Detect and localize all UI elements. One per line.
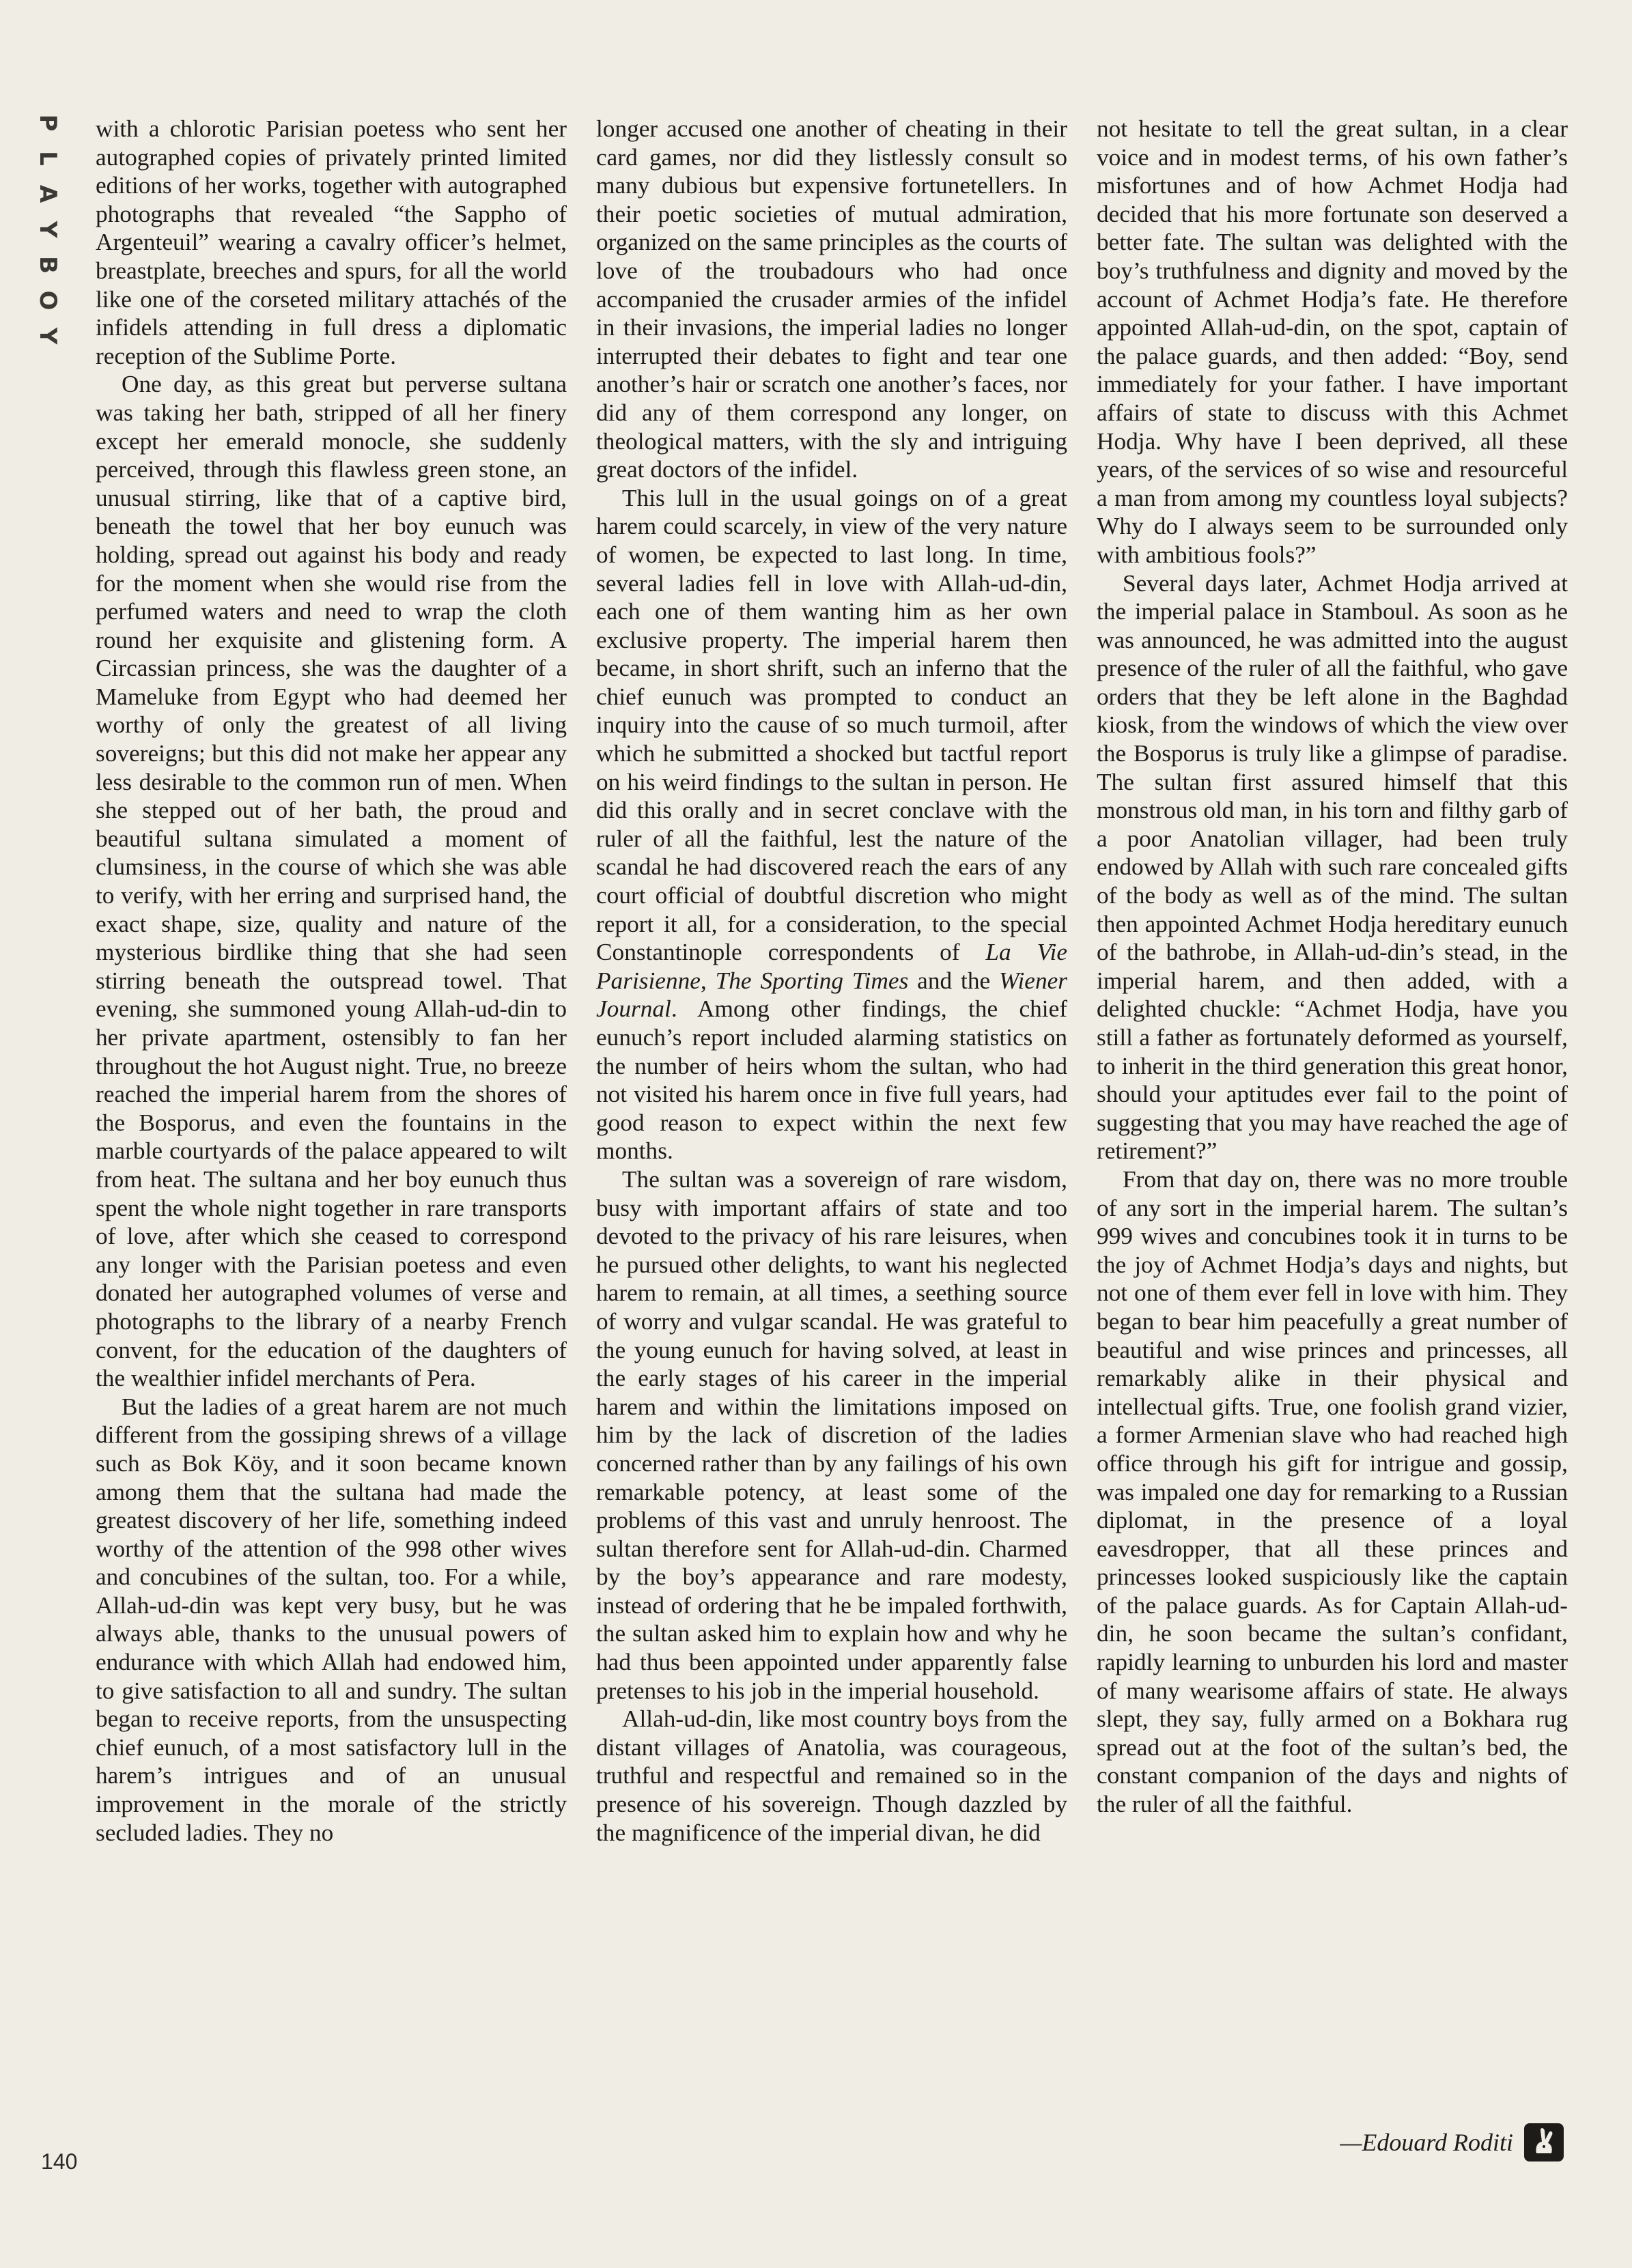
paragraph-text: . Among other findings, the chief eunuch’s report included alarming statistics on the number of heirs whom the sultan, who had not visited his harem once in five full years, had good reason to expect within the next few months. xyxy=(596,995,1067,1165)
masthead-letter: L xyxy=(34,151,61,166)
paragraph: From that day on, there was no more trouble of any sort in the imperial harem. The sultan’s 999 wives and concubines took it in turns to be the joy of Achmet Hodja’s days and nights, but not one of them ever fell in love with him. They began to bear him peacefully a great number of beautiful and wise princes and princesses, all remarkably alike in their physical and intellectual gifts. True, one foolish grand vizier, a former Armenian slave who had reached high office through his gift for intrigue and gossip, was impaled one day for remarking to a Russian diplomat, in the presence of a loyal eavesdropper, that all these princes and princesses looked suspiciously like the captain of the palace guards. As for Captain Allah-ud-din, he soon became the sultan’s confidant, rapidly learning to unburden his lord and master of many wearisome affairs of state. He always slept, they say, fully armed on a Bokhara rug spread out at the foot of the sultan’s bed, the constant companion of the days and nights of the ruler of all the faithful. xyxy=(1097,1165,1568,1818)
paragraph: Several days later, Achmet Hodja arrived at the imperial palace in Stamboul. As soon as he was announced, he was admitted into the august presence of the ruler of all the faithful, who gave orders that they be left alone in the Baghdad kiosk, from the windows of which the view over the Bosporus is truly like a glimpse of paradise. The sultan first assured himself that this monstrous old man, in his torn and filthy garb of a poor Anatolian villager, had been truly endowed by Allah with such rare concealed gifts of the body as well as of the mind. The sultan then appointed Achmet Hodja hereditary eunuch of the bathrobe, in Allah-ud-din’s stead, in the imperial harem, and then added, with a delighted chuckle: “Achmet Hodja, have you still a father as fortunately deformed as yourself, to inherit in the third generation this great honor, should your aptitudes ever fail to the point of suggesting that you may have reached the age of retirement?” xyxy=(1097,569,1568,1165)
publication-title: The Sporting Times xyxy=(715,967,909,994)
author-byline xyxy=(1340,2123,1564,2161)
separator-text: and the xyxy=(908,967,1000,994)
paragraph-with-titles xyxy=(596,484,1067,1165)
page-number: 140 xyxy=(41,2149,78,2174)
paragraph: The sultan was a sovereign of rare wisdom, busy with important affairs of state and too devoted to the privacy of his rare leisures, when he pursued other delights, to want his neglected harem to remain, at all times, a seething source of worry and vulgar scandal. He was grateful to the young eunuch for having solved, at least in the early stages of his career in the imperial harem and within the limitations imposed on him by the lack of discretion of the ladies concerned rather than by any failings of his own remarkable potency, at least some of the problems of this vast and unruly henroost. The sultan therefore sent for Allah-ud-din. Charmed by the boy’s appearance and rare modesty, instead of ordering that he be impaled forthwith, the sultan asked him to explain how and why he had thus been appointed under apparently false pretenses to his job in the imperial household. xyxy=(596,1165,1067,1704)
publication-title: La Vie Parisienne xyxy=(596,939,1067,994)
separator-text: , xyxy=(700,967,716,994)
bunny-logo-icon xyxy=(1524,2123,1564,2161)
author-name: —Edouard Roditi xyxy=(1340,2129,1513,2156)
paragraph: But the ladies of a great harem are not much different from the gossiping shrews of a village such as Bok Köy, and it soon became known among them that the sultana had made the greatest discovery of her life, something indeed worthy of the attention of the 998 other wives and concubines of the sultan, too. For a while, Allah-ud-din was kept very busy, but he was always able, thanks to the unusual powers of endurance with which Allah had endowed him, to give satisfaction to all and sundry. The sultan began to receive reports, from the unsuspecting chief eunuch, of a most satisfactory lull in the harem’s intrigues and of an unusual improvement in the morale of the strictly secluded ladies. They no xyxy=(96,1393,567,1846)
text-column-1 xyxy=(96,115,567,1847)
text-column-2 xyxy=(596,115,1067,1847)
paragraph: One day, as this great but perverse sultana was taking her bath, stripped of all her finery except her emerald monocle, she suddenly perceived, through this flawless green stone, an unusual stirring, like that of a captive bird, beneath the towel that her boy eunuch was holding, spread out against his body and ready for the moment when she would rise from the perfumed waters and need to wrap the cloth round her exquisite and glistening form. A Circassian princess, she was the daughter of a Mameluke from Egypt who had deemed her worthy of only the greatest of all living sovereigns; but this did not make her appear any less desirable to the common run of men. When she stepped out of her bath, the proud and beautiful sultana simulated a moment of clumsiness, in the course of which she was able to verify, with her erring and surprised hand, the exact shape, size, quality and nature of the mysterious birdlike thing that she had seen stirring beneath the outspread towel. That evening, she summoned young Allah-ud-din to her private apartment, ostensibly to fan her throughout the hot August night. True, no breeze reached the imperial harem from the shores of the Bosporus, and even the fountains in the marble courtyards of the palace appeared to wilt from heat. The sultana and her boy eunuch thus spent the whole night together in rare transports of love, after which she ceased to correspond any longer with the Parisian poetess and even donated her autographed volumes of verse and photographs to the library of a nearby French convent, for the education of the daughters of the wealthier infidel merchants of Pera. xyxy=(96,371,567,1392)
text-column-3 xyxy=(1097,115,1568,1819)
paragraph: Allah-ud-din, like most country boys from the distant villages of Anatolia, was courageous, truthful and respectful and remained so in the presence of his sovereign. Though dazzled by the magnificence of the imperial divan, he did xyxy=(596,1705,1067,1846)
publication-title: Wiener Journal xyxy=(596,967,1067,1023)
paragraph-text: This lull in the usual goings on of a great harem could scarcely, in view of the very nature of women, be expected to last long. In time, several ladies fell in love with Allah-ud-din, each one of them wanting him as her own exclusive property. The imperial harem then became, in short shrift, such an inferno that the chief eunuch was prompted to conduct an inquiry into the cause of so much turmoil, after which he submitted a shocked but tactful report on his weird findings to the sultan in person. He did this orally and in secret conclave with the ruler of all the faithful, lest the nature of the scandal he had discovered reach the ears of any court official of doubtful discretion who might report it all, for a consideration, to the special Constantinople correspondents of xyxy=(596,484,1067,966)
magazine-masthead xyxy=(27,109,68,369)
paragraph: not hesitate to tell the great sultan, in a clear voice and in modest terms, of his own father’s misfortunes and of how Achmet Hodja had decided that his more fortunate son deserved a better fate. The sultan was delighted with the boy’s truthfulness and dignity and moved by the account of Achmet Hodja’s fate. He therefore appointed Allah-ud-din, on the spot, captain of the palace guards, and then added: “Boy, send immediately for your father. I have important affairs of state to discuss with this Achmet Hodja. Why have I been deprived, all these years, of the services of so wise and resourceful a man from among my countless loyal subjects? Why do I always seem to be surrounded only with ambitious fools?” xyxy=(1097,115,1568,568)
paragraph: longer accused one another of cheating in their card games, nor did they listlessly consult so many dubious but expensive fortunetellers. In their poetic societies of mutual admiration, organized on the same principles as the courts of love of the troubadours who had once accompanied the crusader armies of the infidel in their invasions, the imperial ladies no longer interrupted their debates to fight and tear one another’s hair or scratch one another’s faces, nor did any of them correspond any longer, on theological matters, with the sly and intriguing great doctors of the infidel. xyxy=(596,115,1067,483)
masthead-letter: O xyxy=(34,290,61,311)
masthead-letter: Y xyxy=(34,221,61,238)
masthead-letter: P xyxy=(34,114,61,132)
masthead-letter: B xyxy=(34,256,61,274)
masthead-letter: A xyxy=(34,184,61,203)
paragraph: with a chlorotic Parisian poetess who sent her autographed copies of privately printed limited editions of her works, together with autographed photographs that revealed “the Sappho of Argenteuil” wearing a cavalry officer’s helmet, breastplate, breeches and spurs, for all the world like one of the corseted military attachés of the infidels attending in full dress a diplomatic reception of the Sublime Porte. xyxy=(96,115,567,369)
masthead-letter: Y xyxy=(34,327,61,345)
